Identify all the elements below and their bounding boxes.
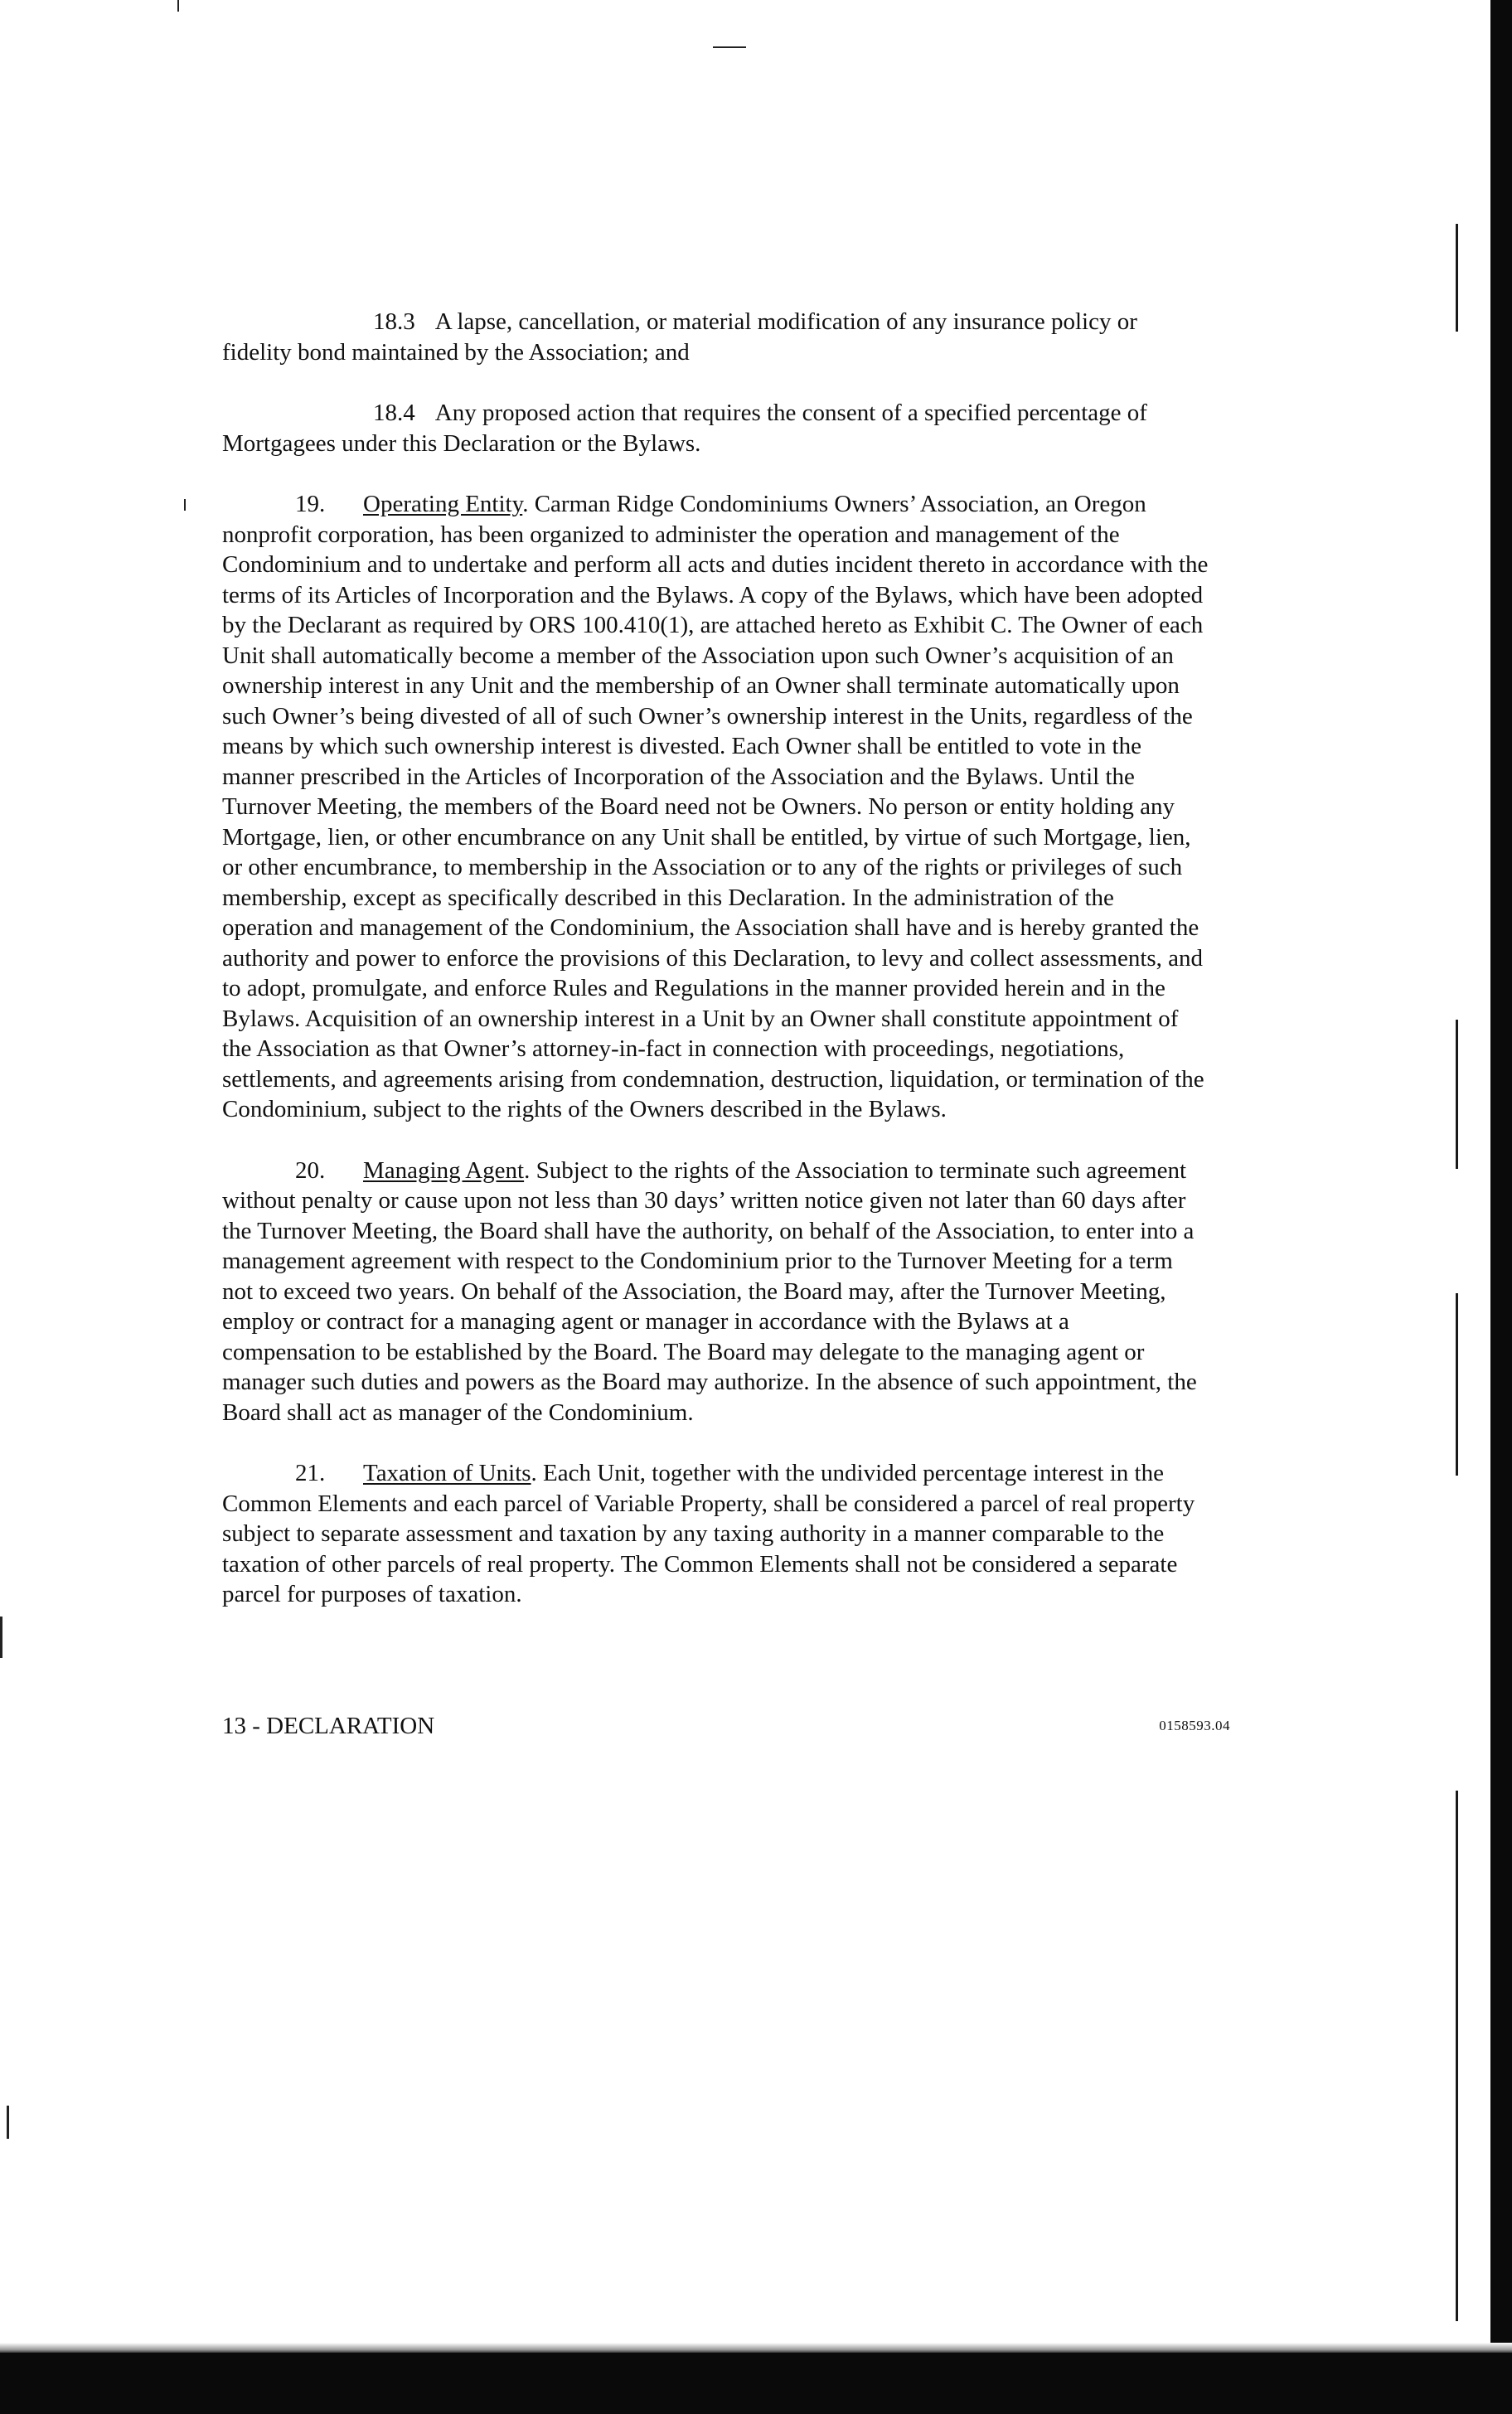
section-heading: Managing Agent	[363, 1156, 525, 1184]
footer-page-label: 13 - DECLARATION	[222, 1713, 435, 1739]
section-20-managing-agent	[222, 1156, 1209, 1428]
section-number: 21.	[295, 1460, 326, 1486]
scan-speck	[713, 46, 746, 48]
paragraph-18-3	[222, 307, 1209, 367]
document-body	[222, 307, 1209, 1641]
scan-right-border	[1490, 0, 1512, 2414]
scan-speck	[7, 2106, 9, 2139]
footer-document-number: 0158593.04	[1159, 1718, 1230, 1733]
scan-bottom-border	[0, 2353, 1512, 2414]
paragraph-number: 18.3	[373, 308, 415, 335]
page-footer	[222, 1713, 1230, 1746]
paragraph-text: Any proposed action that requires the consent of a specified percentage of Mortgagees under this Declaration or the Bylaws.	[222, 400, 1147, 457]
scan-edge-mark	[1456, 1293, 1458, 1476]
section-number: 20.	[295, 1156, 326, 1184]
scan-edge-mark	[1456, 1020, 1458, 1169]
section-heading: Operating Entity	[363, 491, 523, 517]
section-text: . Each Unit, together with the undivided percentage interest in the Common Elements and each parcel of Variable Property, shall be considered a parcel of real property subject to separate assessment and taxation by any taxing authority in a manner comparable to the taxation of other parcels of real property. The Common Elements shall not be considered a separate parcel for purposes of taxation.	[222, 1460, 1195, 1607]
paragraph-18-4	[222, 398, 1209, 458]
section-heading: Taxation of Units	[363, 1460, 531, 1486]
section-21-taxation-of-units	[222, 1458, 1209, 1610]
section-19-operating-entity	[222, 489, 1209, 1125]
section-text: . Subject to the rights of the Association to terminate such agreement without penalty or cause upon not less than 30 days’ written notice given not later than 60 days after the Turnover Meeting, the Board shall have the authority, on behalf of the Association, to enter into a management agreement with respect to the Condominium prior to the Turnover Meeting for a term not to exceed two years. On behalf of the Association, the Board may, after the Turnover Meeting, employ or contract for a managing agent or manager in accordance with the Bylaws at a compensation to be established by the Board. The Board may delegate to the managing agent or manager such duties and powers as the Board may authorize. In the absence of such appointment, the Board shall act as manager of the Condominium.	[222, 1156, 1197, 1426]
scan-speck	[0, 1617, 2, 1658]
scan-edge-mark	[1456, 224, 1458, 332]
section-text: . Carman Ridge Condominiums Owners’ Association, an Oregon nonprofit corporation, has been organized to administer the operation and management of the Condominium and to undertake and perform all acts and duties incident thereto in accordance with the terms of its Articles of Incorporation and the Bylaws. A copy of the Bylaws, which have been adopted by the Declarant as required by ORS 100.410(1), are attached hereto as Exhibit C. The Owner of each Unit shall automatically become a member of the Association upon such Owner’s acquisition of an ownership interest in any Unit and the membership of an Owner shall terminate automatically upon such Owner’s being divested of all of such Owner’s ownership interest in the Units, regardless of the means by which such ownership interest is divested. Each Owner shall be entitled to vote in the manner prescribed in the Articles of Incorporation of the Association and the Bylaws. Until the Turnover Meeting, the members of the Board need not be Owners. No person or entity holding any Mortgage, lien, or other encumbrance on any Unit shall be entitled, by virtue of such Mortgage, lien, or other encumbrance, to membership in the Association or to any of the rights or privileges of such membership, except as specifically described in this Declaration. In the administration of the operation and management of the Condominium, the Association shall have and is hereby granted the authority and power to enforce the provisions of this Declaration, to levy and collect assessments, and to adopt, promulgate, and enforce Rules and Regulations in the manner provided herein and in the Bylaws. Acquisition of an ownership interest in a Unit by an Owner shall constitute appointment of the Association as that Owner’s attorney-in-fact in connection with proceedings, negotiations, settlements, and agreements arising from condemnation, destruction, liquidation, or termination of the Condominium, subject to the rights of the Owners described in the Bylaws.	[222, 491, 1209, 1122]
paragraph-number: 18.4	[373, 400, 415, 426]
paragraph-text: A lapse, cancellation, or material modification of any insurance policy or fidelity bond maintained by the Association; and	[222, 308, 1137, 366]
scan-speck	[177, 0, 179, 12]
scan-speck	[184, 499, 186, 511]
section-number: 19.	[295, 491, 326, 517]
scan-edge-mark	[1456, 1791, 1458, 2321]
